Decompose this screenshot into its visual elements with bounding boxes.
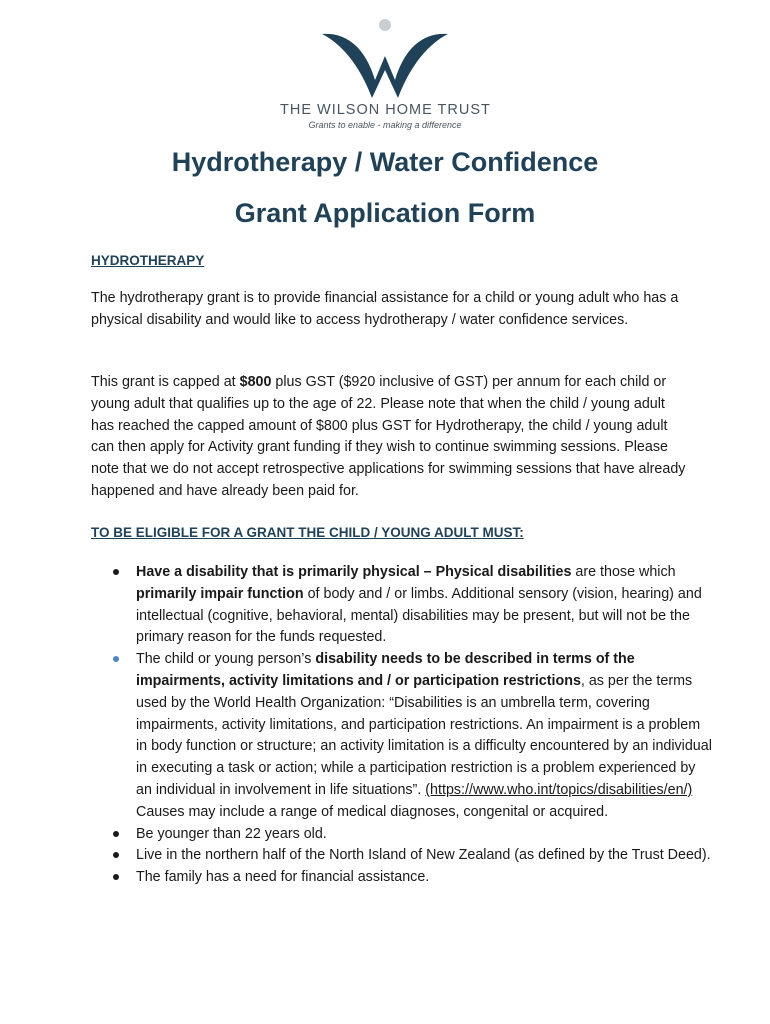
- org-name: THE WILSON HOME TRUST: [280, 102, 491, 118]
- intro-paragraph: The hydrotherapy grant is to provide financial assistance for a child or young adult who has a physical disability and would like to access hydrotherapy / water confidence services.: [91, 290, 679, 328]
- org-tagline: Grants to enable - making a difference: [308, 120, 462, 130]
- list-item: Live in the northern half of the North Island of New Zealand (as defined by the Trust Deed).: [113, 845, 713, 867]
- wilson-trust-logo-icon: [320, 18, 450, 100]
- bullet-icon: [113, 852, 119, 858]
- bullet-icon: [113, 656, 119, 662]
- bullet-icon: [113, 569, 119, 575]
- eligibility-heading: TO BE ELIGIBLE FOR A GRANT THE CHILD / YOUNG ADULT MUST:: [91, 525, 524, 540]
- bullet-icon: [113, 874, 119, 880]
- list-item: The family has a need for financial assistance.: [113, 867, 713, 889]
- list-item: The child or young person’s disability needs to be described in terms of the impairments, activity limitations and / or participation restrictions, as per the terms used by the World Health Organization: “Disabilities is an umbrella term, covering impairments, activity limitations, and participation restrictions. An impairment is a problem in body function or structure; an activity limitation is a difficulty encountered by an individual in executing a task or action; while a participation restriction is a problem experienced by an individual in involvement in life situations”. (https://www.who.int/topics/disabilities/en/) Causes may include a range of medical diagnoses, congenital or acquired.: [113, 649, 713, 823]
- page-title-line-2: Grant Application Form: [234, 198, 536, 228]
- bullet-icon: [113, 831, 119, 837]
- page-title-line-1: Hydrotherapy / Water Confidence: [171, 147, 599, 177]
- list-item: Have a disability that is primarily physical – Physical disabilities are those which primarily impair function of body and / or limbs. Additional sensory (vision, hearing) and intellectual (cognitive, behavioral, mental) disabilities may be present, but will not be the primary reason for the funds requested.: [113, 562, 713, 649]
- list-item: Be younger than 22 years old.: [113, 824, 713, 846]
- who-link[interactable]: (https://www.who.int/topics/disabilities/en/): [425, 781, 693, 798]
- hydrotherapy-heading: HYDROTHERAPY: [91, 253, 205, 268]
- cap-paragraph: This grant is capped at $800 plus GST ($920 inclusive of GST) per annum for each child or young adult that qualifies up to the age of 22. Please note that when the child / young adult has reached the capped amount of $800 plus GST for Hydrotherapy, the child / young adult can then apply for Activity grant funding if they wish to continue swimming sessions. Please note that we do not accept retrospective applications for swimming sessions that have already happened and have already been paid for.: [91, 374, 686, 499]
- eligibility-list: [113, 562, 713, 889]
- logo: [280, 18, 490, 130]
